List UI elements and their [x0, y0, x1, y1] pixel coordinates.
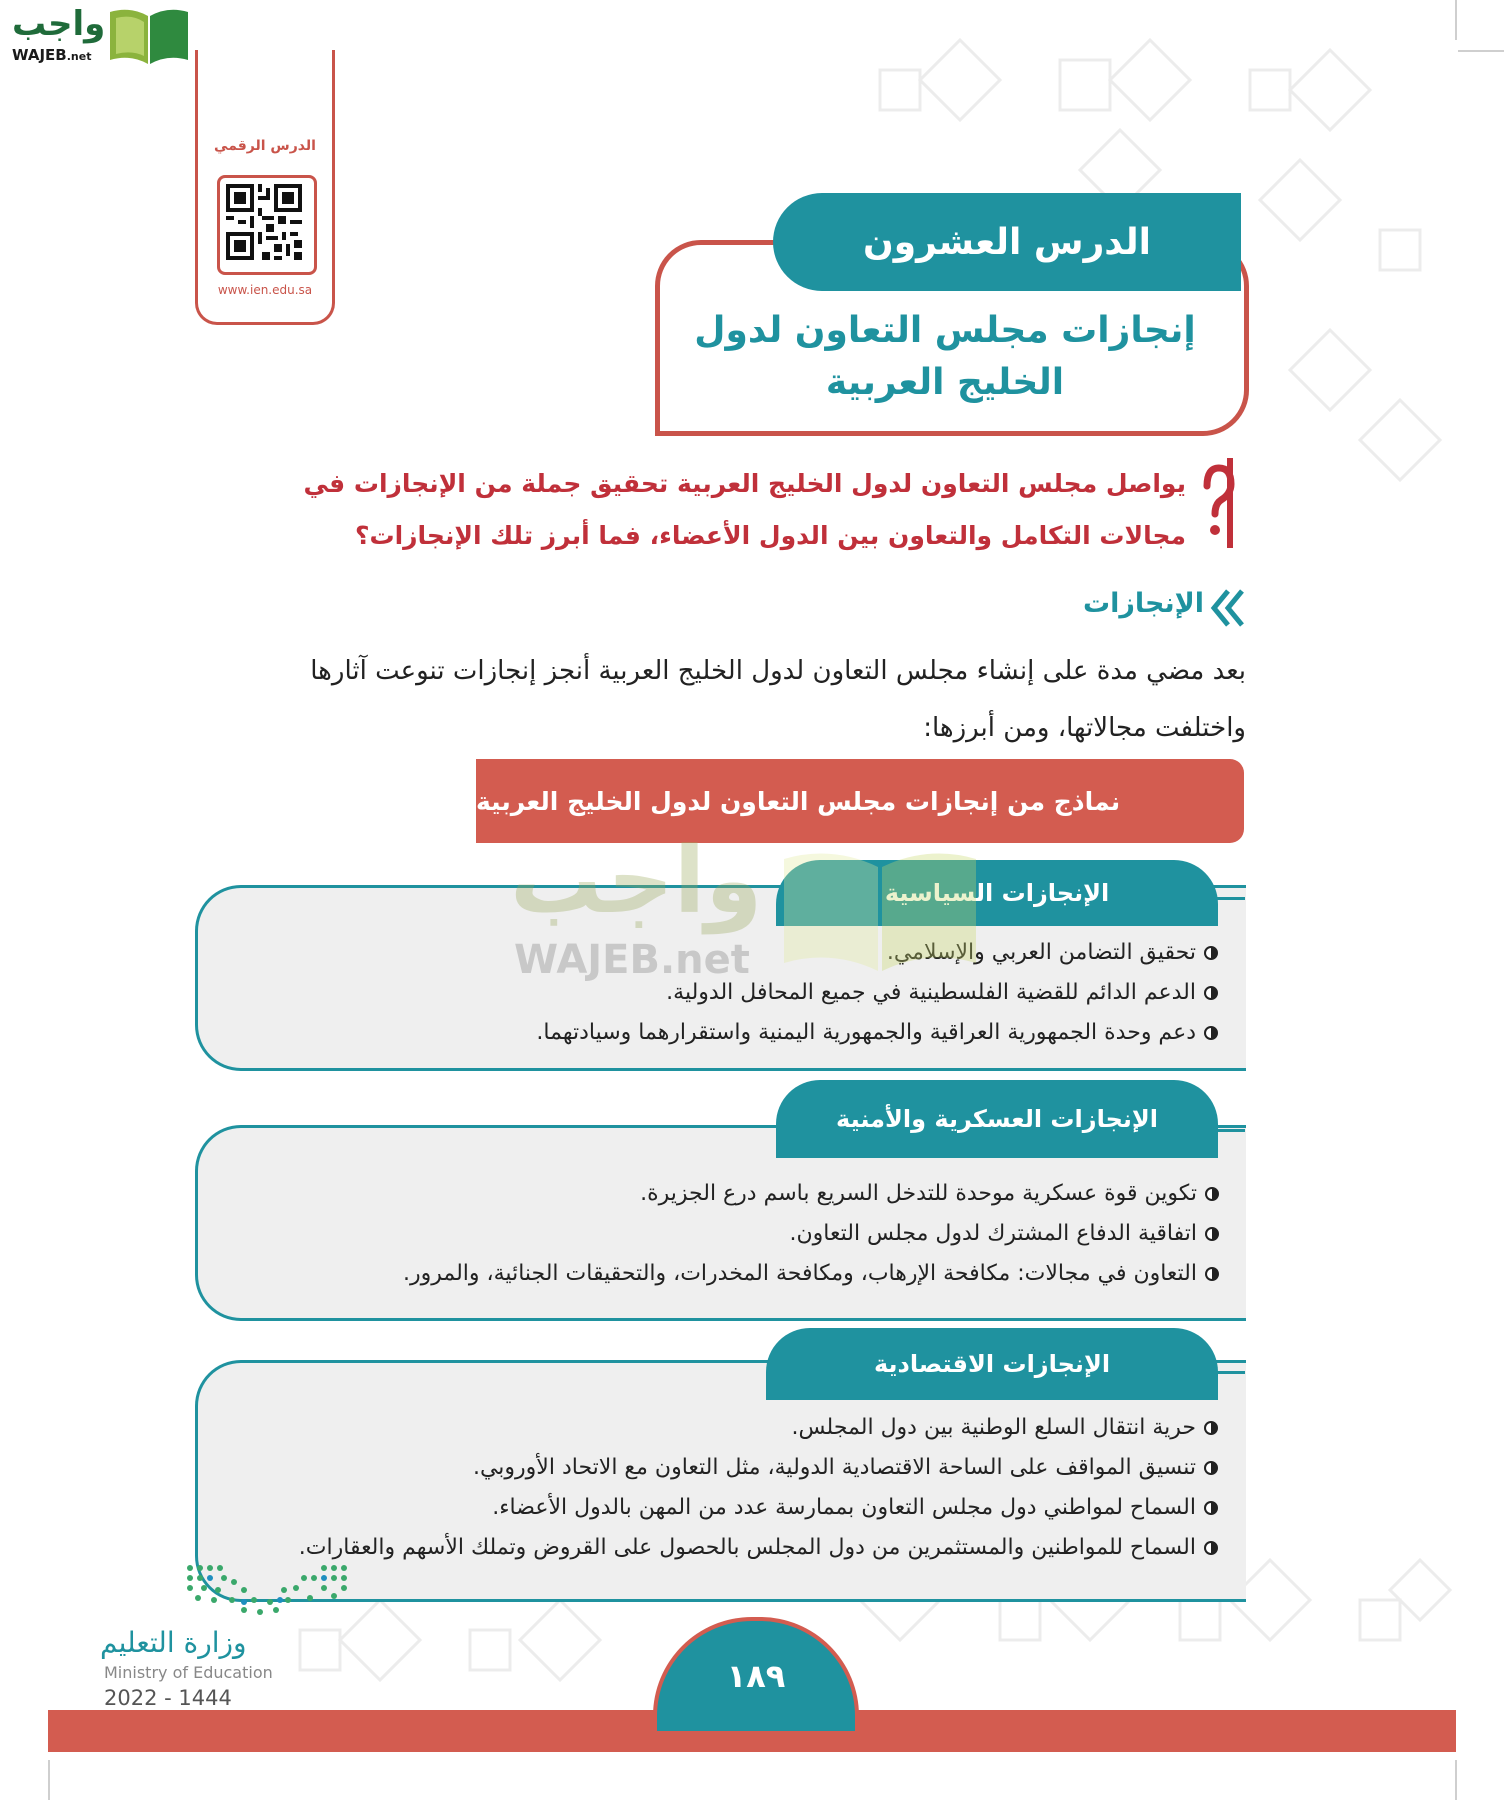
half-circle-bullet-icon [1204, 1026, 1218, 1040]
half-circle-bullet-icon [1204, 1501, 1218, 1515]
question-mark-icon [1201, 458, 1241, 548]
list-item-text: التعاون في مجالات: مكافحة الإرهاب، ومكافحة المخدرات، والتحقيقات الجنائية، والمرور. [403, 1261, 1197, 1286]
card-title-text: الإنجازات العسكرية والأمنية [836, 1105, 1158, 1133]
digital-lesson-url[interactable]: www.ien.edu.sa [217, 283, 313, 297]
edition-year: 2022 - 1444 [104, 1686, 232, 1710]
list-item [536, 973, 1218, 1013]
lesson-title-line1: إنجازات مجلس التعاون لدول [694, 310, 1196, 351]
lesson-number-badge [773, 193, 1241, 291]
military-achievements-list [403, 1174, 1219, 1294]
list-item [403, 1174, 1219, 1214]
list-item-text: الدعم الدائم للقضية الفلسطينية في جميع المحافل الدولية. [666, 980, 1196, 1005]
list-item [403, 1214, 1219, 1254]
half-circle-bullet-icon [1204, 946, 1218, 960]
half-circle-bullet-icon [1205, 1187, 1219, 1201]
half-circle-bullet-icon [1205, 1267, 1219, 1281]
book-icon [108, 6, 190, 66]
logo-latin-text: WAJEB.net [12, 46, 92, 64]
watermark-arabic: واجب [510, 827, 763, 934]
card-title-text: الإنجازات السياسية [884, 879, 1110, 907]
crop-mark [48, 1760, 50, 1800]
ministry-name-english: Ministry of Education [104, 1663, 273, 1682]
card-title-text: الإنجازات الاقتصادية [873, 1350, 1111, 1378]
wajeb-logo[interactable] [8, 4, 193, 68]
qr-code-icon [226, 184, 302, 260]
crop-mark [1458, 50, 1504, 52]
list-item-text: دعم وحدة الجمهورية العراقية والجمهورية اليمنية واستقرارهما وسيادتهما. [536, 1020, 1196, 1045]
list-item [299, 1448, 1218, 1488]
focus-question [183, 458, 1186, 562]
economic-achievements-title [766, 1328, 1218, 1400]
list-item-text: تكوين قوة عسكرية موحدة للتدخل السريع باسم درع الجزيرة. [640, 1181, 1197, 1206]
military-achievements-title [776, 1080, 1218, 1158]
qr-code[interactable] [217, 175, 317, 275]
list-item-text: تحقيق التضامن العربي والإسلامي. [886, 940, 1196, 965]
models-banner-text: نماذج من إنجازات مجلس التعاون لدول الخليج العربية [476, 786, 1121, 816]
question-line1: يواصل مجلس التعاون لدول الخليج العربية تحقيق جملة من الإنجازات في [303, 469, 1186, 498]
ministry-name-arabic: وزارة التعليم [100, 1626, 247, 1659]
political-achievements-list [536, 933, 1218, 1053]
page-number-text: ١٨٩ [726, 1657, 786, 1695]
section-intro [190, 643, 1246, 757]
digital-lesson-label: الدرس الرقمي [214, 138, 316, 154]
models-banner [476, 759, 1244, 843]
double-chevron-icon [1210, 589, 1246, 627]
ministry-logo-dots-icon [184, 1560, 350, 1616]
logo-arabic-text: واجب [12, 4, 106, 44]
list-item [403, 1254, 1219, 1294]
intro-line1: بعد مضي مدة على إنشاء مجلس التعاون لدول الخليج العربية أنجز إنجازات تنوعت آثارها [310, 656, 1246, 686]
list-item [536, 933, 1218, 973]
half-circle-bullet-icon [1204, 986, 1218, 1000]
question-line2: مجالات التكامل والتعاون بين الدول الأعضاء، فما أبرز تلك الإنجازات؟ [354, 521, 1186, 550]
half-circle-bullet-icon [1205, 1227, 1219, 1241]
half-circle-bullet-icon [1204, 1461, 1218, 1475]
list-item [299, 1408, 1218, 1448]
list-item [299, 1488, 1218, 1528]
list-item-text: حرية انتقال السلع الوطنية بين دول المجلس. [791, 1415, 1196, 1440]
list-item [299, 1528, 1218, 1568]
list-item-text: السماح لمواطني دول مجلس التعاون بممارسة عدد من المهن بالدول الأعضاء. [492, 1495, 1196, 1520]
political-achievements-title [776, 860, 1218, 926]
lesson-number-text: الدرس العشرون [863, 221, 1151, 263]
list-item-text: تنسيق المواقف على الساحة الاقتصادية الدولية، مثل التعاون مع الاتحاد الأوروبي. [472, 1455, 1196, 1480]
watermark-latin: WAJEB.net [514, 937, 750, 983]
list-item-text: السماح للمواطنين والمستثمرين من دول المجلس بالحصول على القروض وتملك الأسهم والعقارات. [298, 1535, 1196, 1560]
crop-mark [1455, 0, 1457, 40]
intro-line2: واختلفت مجالاتها، ومن أبرزها: [923, 713, 1246, 743]
half-circle-bullet-icon [1204, 1421, 1218, 1435]
economic-achievements-list [299, 1408, 1218, 1568]
lesson-title-line2: الخليج العربية [825, 362, 1065, 403]
list-item [536, 1013, 1218, 1053]
digital-lesson-card[interactable] [195, 50, 335, 325]
crop-mark [1455, 1760, 1457, 1800]
lesson-title [690, 305, 1200, 409]
list-item-text: اتفاقية الدفاع المشترك لدول مجلس التعاون. [789, 1221, 1197, 1246]
section-heading: الإنجازات [1082, 588, 1204, 619]
half-circle-bullet-icon [1204, 1541, 1218, 1555]
